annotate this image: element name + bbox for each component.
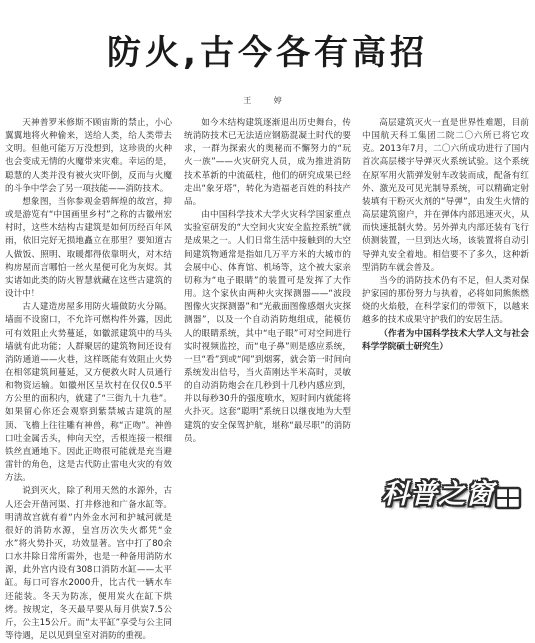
column-logo — [382, 474, 532, 518]
article-column-3 — [362, 117, 529, 497]
article-author: 王 婷 — [243, 96, 292, 105]
paragraph: 古人建造房屋多用防火墙做防火分隔。墙面不设窗口，不允许可燃构件外露，因此可有效阻止火势蔓延，如徽派建筑中的马头墙就有此功能；人群聚居的建筑物间还设有消防通道——火巷，这样既能有效阻止火势在相邻建筑间蔓延，又方便救火时人员通行和物资运输。如徽州区呈坎村在仅仅0.5平方公里的面积内，就建了“三街九十九巷”。如果留心你还会观察到紫禁城古建筑的屋顶、飞檐上往往雕有神兽，称“正吻”。神兽口吐金属舌头，伸向天空，舌根连接一根细铁丝直通地下。因此正吻很可能就是充当避雷针的角色，这是古代防止雷电火灾的有效方法。 — [5, 302, 172, 484]
paragraph: 当今的消防技术仍有不足，但人类对保护家园的那份努力与执着，必将如同熊熊燃烧的火焰般，在科学家们的带领下，以越来越多的技术成果守护我们的安居生活。 — [362, 275, 529, 326]
paragraph: 想象图，当你参观金碧辉煌的故宫，抑或是游览有“中国画里乡村”之称的古徽州宏村时，这些木结构古建筑是如何历经百年风雨，依旧完好无损地矗立在那里？要知道古人做饭、照明、取暖都得依靠明火，对木结构房屋而言哪怕一丝火星便可化为灰烬。其实诸如此类的防火智慧就藏在这些古建筑的设计中！ — [5, 196, 172, 300]
paragraph: 说到灭火，除了利用天然的水源外，古人还会开凿河渠、打井修池和广备水缸等。明清故宫就有着“内外金水河和护城河就是很好的消防水源，皇宫历次失火都凭“金水”将火势扑灭，功效显著。宫中打了80余口水井除日常所需外，也是一种备用消防水源，此外宫内设有308口消防水缸——太平缸。每口可容水2000升，比古代一辆水车还能装。冬天为防冻，便用炭火在缸下烘烤。按规定，冬天最早要从每月供炭7.5公斤，公主15公斤。而“太平缸”享受与公主同等待遇，足以见到皇室对消防的重视。 — [5, 486, 172, 642]
paragraph: 如今木结构建筑逐渐退出历史舞台，传统消防技术已无法适应钢筋混凝土时代的要求，一群为探索火的奥秘而不懈努力的“玩火一族”——火灾研究人员，成为推进消防技术革新的中流砥柱，他们的研究成果已经走出“象牙塔”，转化为造福老百姓的科技产品。 — [184, 118, 351, 207]
paragraph: 高层建筑灭火一直是世界性难题，目前中国航天科工集团二院二〇六所已将它攻克。2013年7月，二〇六所成功进行了国内首次高层楼宇导弹灭火系统试验。这个系统在原军用火箭弹发射车改装而成，配备有红外、激光及可见光制导系统，可以精确定射装填有干粉灭火剂的“导弹”，由发生火情的高层建筑窗户，并在弹体内部迅速灭火，从而快速抵制火势。另外弹丸内部还装有飞行侦测装置，一旦到达火场，该装置将自动引导弹丸安全着地。相信要不了多久，这种新型消防车就会普及。 — [362, 118, 529, 273]
paragraph: 天神普罗米修斯不顾宙斯的禁止，小心翼翼地将火种偷来，送给人类，给人类带去文明。但他可能万万没想到，这珍贵的火种也会变成无情的火魔带来灾难。幸运的是，聪慧的人类并没有被火灾吓倒，反而与火魔的斗争中学会了另一项技能——消防技术。 — [5, 118, 172, 194]
article-column-1 — [5, 117, 172, 642]
window-icon — [494, 486, 522, 510]
article-title: 防火,古今各有高招 — [107, 33, 428, 73]
logo-text: 科普之窗 — [382, 479, 494, 510]
article-column-2 — [184, 117, 351, 523]
author-note: （作者为中国科学技术大学人文与社会科学学院硕士研究生） — [362, 328, 529, 352]
paragraph: 由中国科学技术大学火灾科学国家重点实验室研发的“大空间火灾安全监控系统”就是成果之一。人们日常生活中接触到的大空间建筑物通常是指如几万平方米的大城市的会展中心、体育馆、机场等，这个被大家亲切称为“电子眼睛”的装置可是发挥了大作用。这个家伙由两种火灾探测器——“波段图像火灾探测器”和“光截面图像感烟火灾探测器”，以及一个自动消防炮组成，能模仿人的眼睛系统，其中“电子眼”可对空间进行实时视频监控，而“电子鼻”则是感应系统，一旦“看”到或“闻”到烟雾，就会第一时间向系统发出信号，当火苗刚达半米高时，灵敏的自动消防炮会在几秒到十几秒内感应到，并以每秒30升的强度喷水，短时间内就能将火扑灭。这套“聪明”系统日以继夜地为大型建筑的安全保驾护航，堪称“最尽职”的消防员。 — [184, 210, 351, 444]
